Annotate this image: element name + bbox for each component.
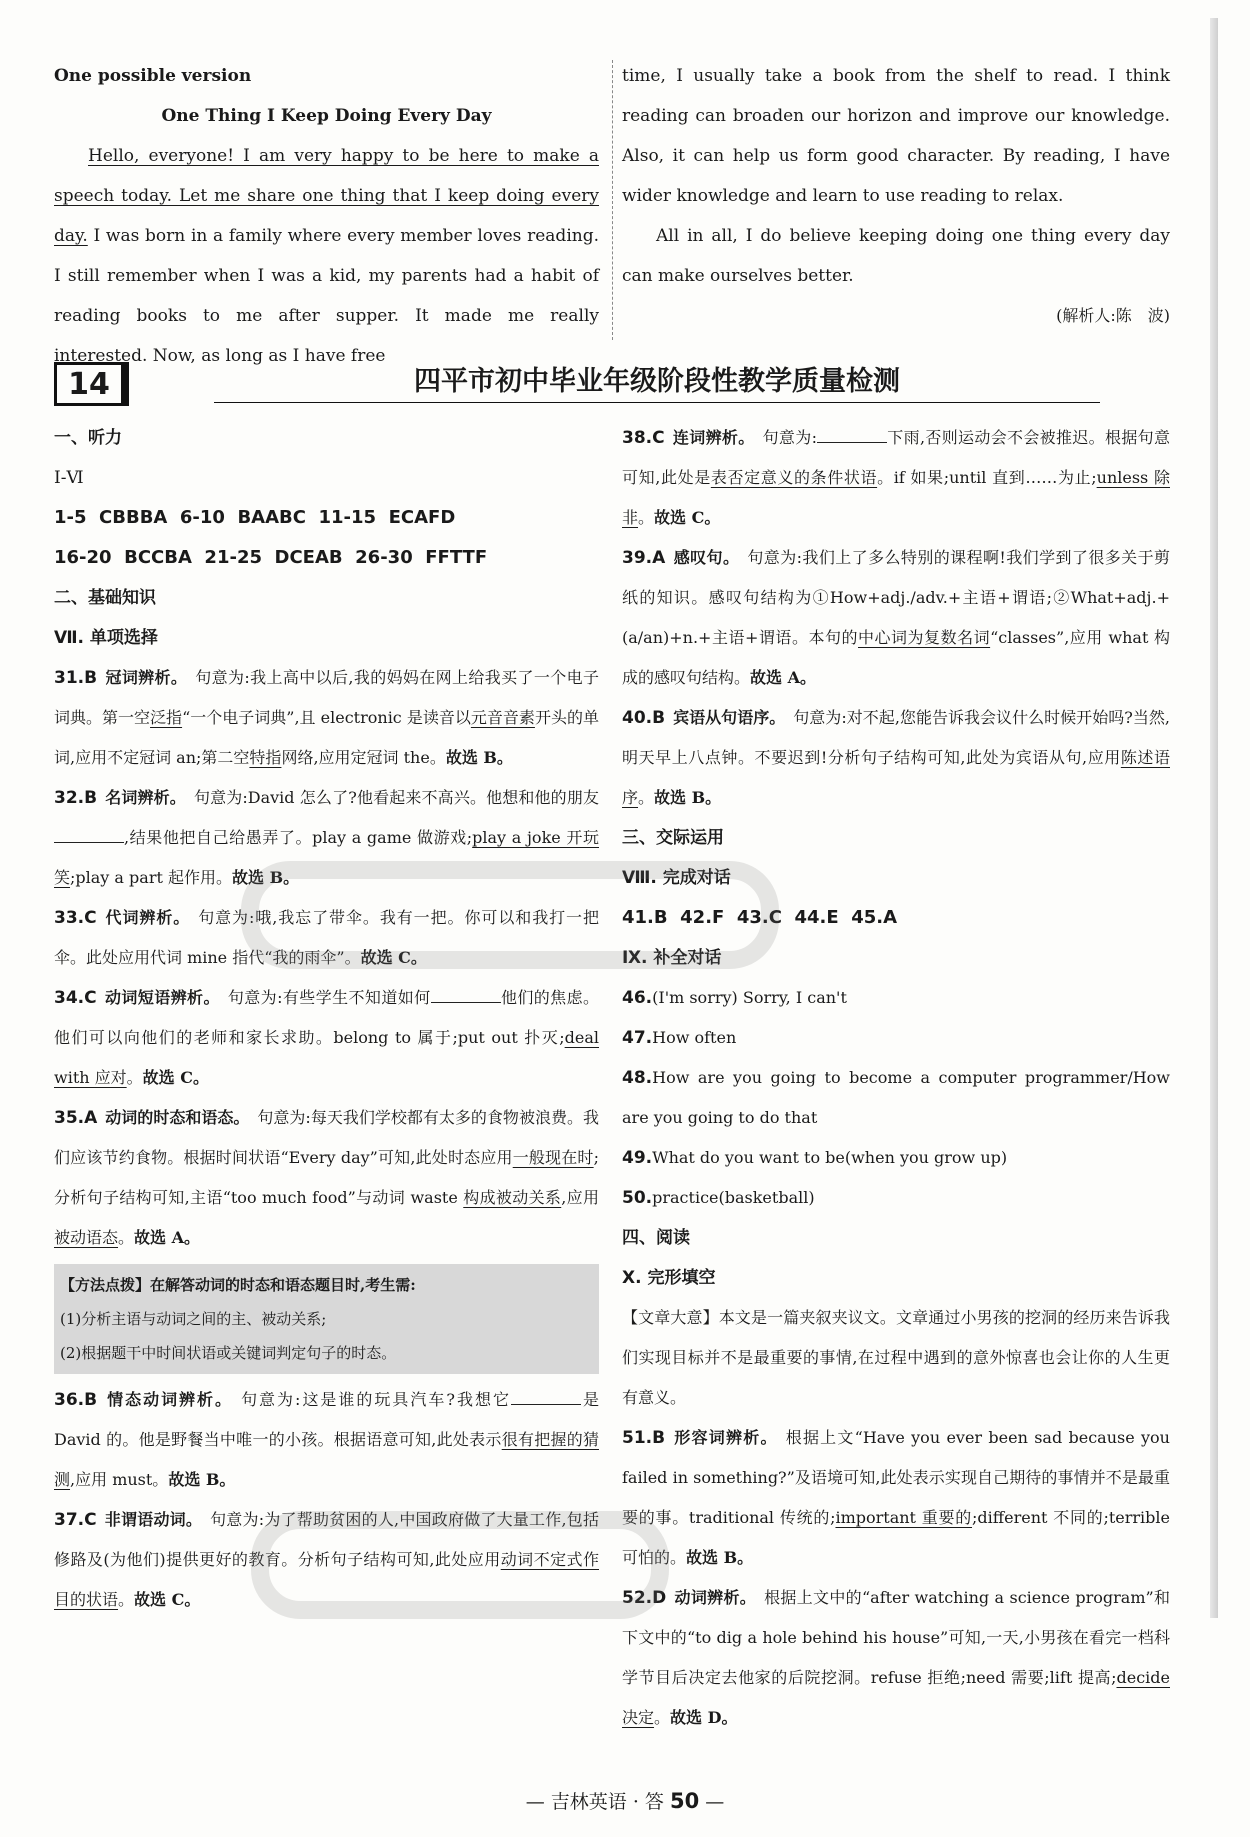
q36-number: 36.B xyxy=(54,1390,98,1410)
q36-text-c: ,应用 must。 xyxy=(70,1470,169,1489)
explanation-31 xyxy=(54,658,599,778)
q35-underline-1: 一般现在时 xyxy=(512,1148,594,1167)
q34-answer: 故选 C。 xyxy=(142,1068,209,1087)
q38-tag: 连词辨析。 xyxy=(672,428,755,447)
answers-41-45: 41.B 42.F 43.C 44.E 45.A xyxy=(622,907,898,928)
answer-48 xyxy=(622,1058,1170,1138)
q32-underline-1: play a joke 开玩笑 xyxy=(54,828,599,887)
q33-text-a: 句意为:哦,我忘了带伞。我有一把。你可以和我打一把伞。此处应用代词 mine 指代“我的雨伞”。 xyxy=(54,908,599,967)
q35-text-a: 句意为:每天我们学校都有太多的食物被浪费。我们应该节约食物。根据时间状语“Every day”可知,此处时态应用 xyxy=(54,1108,599,1167)
explanation-35 xyxy=(54,1098,599,1258)
q34-blank xyxy=(431,988,501,1003)
q35-text-c: ,应用 xyxy=(561,1188,599,1207)
q35-text-b: ;分析句子结构可知,主语“too much food”与动词 waste xyxy=(54,1148,599,1207)
q38-underline-1: 表否定意义的条件状语 xyxy=(710,468,878,487)
q38-text-a: 句意为: xyxy=(762,428,817,447)
q31-text-a: 句意为:我上高中以后,我的妈妈在网上给我买了一个电子词典。第一空 xyxy=(54,668,599,727)
q40-number: 40.B xyxy=(622,708,666,728)
q34-number: 34.C xyxy=(54,988,97,1008)
explanation-36 xyxy=(54,1380,599,1500)
q31-text-d: 网络,应用定冠词 the。 xyxy=(281,748,446,767)
q39-text-b: “classes”,应用 what 构成的感叹句结构。 xyxy=(622,628,1170,687)
method-tip-title: 【方法点拨】在解答动词的时态和语态题目时,考生需: xyxy=(60,1276,416,1294)
q38-text-c: 。if 如果;until 直到……为止; xyxy=(877,468,1097,487)
essay-paragraph-1 xyxy=(54,136,599,376)
q51-underline-1: important 重要的 xyxy=(835,1508,973,1527)
q32-tag: 名词辨析。 xyxy=(105,788,186,807)
q40-text-a: 句意为:对不起,您能告诉我会议什么时候开始吗?当然,明天早上八点钟。不要迟到!分析句子结构可知,此处为宾语从句,应用 xyxy=(622,708,1170,767)
q37-text-c: 。 xyxy=(118,1590,135,1609)
q36-underline-1: 很有把握的猜测 xyxy=(54,1430,599,1489)
q35-answer: 故选 A。 xyxy=(134,1228,201,1247)
q39-number: 39.A xyxy=(622,548,666,568)
q51-answer: 故选 B。 xyxy=(686,1548,754,1567)
q52-number: 52.D xyxy=(622,1588,667,1608)
essay-underlined-sentence: Hello, everyone! I am very happy to be here to make a speech today. Let me share one thing that I keep doing every day. xyxy=(54,146,599,246)
a46-text: (I'm sorry) Sorry, I can't xyxy=(652,988,847,1007)
explanation-39 xyxy=(622,538,1170,698)
explanation-38 xyxy=(622,418,1170,538)
page-edge-shadow xyxy=(1210,18,1218,1618)
article-summary: 【文章大意】本文是一篇夹叙夹议文。文章通过小男孩的挖洞的经历来告诉我们实现目标并不是最重要的事情,在过程中遇到的意外惊喜也会让你的人生更有意义。 xyxy=(622,1308,1170,1407)
q31-text-b: “一个电子词典”,且 electronic 是读音以 xyxy=(182,708,471,727)
q34-text-a: 句意为:有些学生不知道如何 xyxy=(227,988,431,1007)
q36-blank xyxy=(511,1390,581,1405)
q36-text-a: 句意为:这是谁的玩具汽车?我想它 xyxy=(241,1390,511,1409)
a48-number: 48. xyxy=(622,1068,653,1088)
section-banner xyxy=(54,362,1100,402)
a47-text: How often xyxy=(652,1028,737,1047)
essay-right-column xyxy=(622,56,1170,336)
q38-blank xyxy=(817,428,887,443)
section-listening-heading: 一、听力 xyxy=(54,428,122,448)
q52-text-a: 根据上文中的“after watching a science program”和下文中的“to dig a hole behind his house”可知,一天,小男孩在看完一档科学节目后决定去他家的后院挖洞。refuse 拒绝;need 需要;lift 提高; xyxy=(622,1588,1170,1687)
q40-text-b: 。 xyxy=(638,788,655,807)
answers-row-2: 16-20 BCCBA 21-25 DCEAB 26-30 FFTTF xyxy=(54,547,488,568)
q38-answer: 故选 C。 xyxy=(654,508,721,527)
a49-text: What do you want to be(when you grow up) xyxy=(652,1148,1008,1167)
q35-tag: 动词的时态和语态。 xyxy=(105,1108,250,1127)
q33-answer: 故选 C。 xyxy=(360,948,427,967)
q31-number: 31.B xyxy=(54,668,98,688)
q34-tag: 动词短语辨析。 xyxy=(104,988,220,1007)
cloze-heading: Ⅹ. 完形填空 xyxy=(622,1268,716,1288)
q31-underline-3: 特指 xyxy=(249,748,282,767)
q38-text-b: 下雨,否则运动会不会被推迟。根据句意可知,此处是 xyxy=(622,428,1170,487)
q34-underline-1: deal with 应对 xyxy=(54,1028,599,1087)
test-number-box: 14 xyxy=(54,362,129,406)
q32-blank xyxy=(54,828,124,843)
q34-text-c: 。 xyxy=(126,1068,143,1087)
q39-tag: 感叹句。 xyxy=(673,548,740,567)
method-tip-line-2: (2)根据题干中时间状语或关键词判定句子的时态。 xyxy=(60,1344,397,1362)
explanation-40 xyxy=(622,698,1170,818)
single-choice-heading: Ⅶ. 单项选择 xyxy=(54,628,158,648)
method-tip-line-1: (1)分析主语与动词之间的主、被动关系; xyxy=(60,1310,327,1328)
q37-underline-1: 动词不定式作目的状语 xyxy=(54,1550,599,1609)
q31-tag: 冠词辨析。 xyxy=(105,668,188,687)
column-divider xyxy=(612,60,613,340)
q51-tag: 形容词辨析。 xyxy=(673,1428,778,1447)
q51-text-b: ;different 不同的;terrible 可怕的。 xyxy=(622,1508,1171,1567)
q40-answer: 故选 B。 xyxy=(654,788,722,807)
explanation-37 xyxy=(54,1500,599,1620)
test-title: 四平市初中毕业年级阶段性教学质量检测 xyxy=(214,362,1100,403)
answers-left-column xyxy=(54,418,599,1620)
q40-underline-1: 陈述语序 xyxy=(622,748,1170,807)
q32-text-a: 句意为:David 怎么了?他看起来不高兴。他想和他的朋友 xyxy=(193,788,599,807)
explanation-51 xyxy=(622,1418,1170,1578)
section-communication-heading: 三、交际运用 xyxy=(622,828,724,848)
essay-label: One possible version xyxy=(54,66,252,86)
q36-answer: 故选 B。 xyxy=(168,1470,236,1489)
q52-answer: 故选 D。 xyxy=(670,1708,738,1727)
q32-text-c: ;play a part 起作用。 xyxy=(70,868,233,887)
q31-text-c: 开头的单词,应用不定冠词 an;第二空 xyxy=(54,708,599,767)
page-footer xyxy=(0,1787,1250,1814)
essay-paragraph-2: All in all, I do believe keeping doing one thing every day can make ourselves better. xyxy=(622,226,1170,286)
q35-text-d: 。 xyxy=(118,1228,135,1247)
explanation-32 xyxy=(54,778,599,898)
footer-prefix: — 吉林英语 · 答 xyxy=(525,1791,670,1813)
q52-text-b: 。 xyxy=(654,1708,671,1727)
essay-paragraph-1-rest: I was born in a family where every member loves reading. I still remember when I was a kid, my parents had a habit of reading books to me after supper. It made me really interested. Now, as long as I have free xyxy=(54,226,599,366)
q38-text-d: 。 xyxy=(638,508,655,527)
q35-underline-3: 被动语态 xyxy=(54,1228,119,1247)
essay-paragraph-1-continued: time, I usually take a book from the shelf to read. I think reading can broaden our horizon and improve our knowledge. Also, it can help us form good character. By reading, I have wider knowledge and learn to use reading to relax. xyxy=(622,66,1170,206)
answer-47 xyxy=(622,1018,1170,1058)
a50-number: 50. xyxy=(622,1188,653,1208)
a49-number: 49. xyxy=(622,1148,653,1168)
a46-number: 46. xyxy=(622,988,653,1008)
q52-underline-1: decide 决定 xyxy=(622,1668,1170,1727)
complete-dialogue-heading: Ⅷ. 完成对话 xyxy=(622,868,731,888)
q31-underline-2: 元音音素 xyxy=(470,708,535,727)
q37-answer: 故选 C。 xyxy=(134,1590,201,1609)
q35-underline-2: 构成被动关系 xyxy=(463,1188,562,1207)
page-number: 50 xyxy=(669,1789,700,1813)
author-credit: (解析人:陈 波) xyxy=(1056,306,1170,325)
a50-text: practice(basketball) xyxy=(652,1188,815,1207)
q33-number: 33.C xyxy=(54,908,97,928)
q37-text-a: 句意为:为了帮助贫困的人,中国政府做了大量工作,包括修路及(为他们)提供更好的教育。分析句子结构可知,此处应用 xyxy=(54,1510,599,1569)
q32-text-b: ,结果他把自己给愚弄了。play a game 做游戏; xyxy=(124,828,473,847)
fill-dialogue-heading: Ⅸ. 补全对话 xyxy=(622,948,722,968)
q36-tag: 情态动词辨析。 xyxy=(105,1390,234,1409)
explanation-34 xyxy=(54,978,599,1098)
essay-left-column xyxy=(54,56,599,376)
answers-row-1: 1-5 CBBBA 6-10 BAABC 11-15 ECAFD xyxy=(54,507,456,528)
essay-title: One Thing I Keep Doing Every Day xyxy=(161,106,492,126)
method-tip-box xyxy=(54,1264,599,1374)
q33-tag: 代词辨析。 xyxy=(104,908,191,927)
answers-right-column xyxy=(622,418,1170,1738)
a47-number: 47. xyxy=(622,1028,653,1048)
section-basics-heading: 二、基础知识 xyxy=(54,588,156,608)
q51-number: 51.B xyxy=(622,1428,666,1448)
q32-number: 32.B xyxy=(54,788,98,808)
q34-text-b: 他们的焦虑。他们可以向他们的老师和家长求助。belong to 属于;put out 扑灭; xyxy=(54,988,599,1047)
q38-number: 38.C xyxy=(622,428,665,448)
q52-tag: 动词辨析。 xyxy=(674,1588,757,1607)
q51-text-a: 根据上文“Have you ever been sad because you failed in something?”及语境可知,此处表示实现自己期待的事情并不是最重要的事。traditional 传统的; xyxy=(622,1428,1170,1527)
answer-49 xyxy=(622,1138,1170,1178)
answer-46 xyxy=(622,978,1170,1018)
explanation-33 xyxy=(54,898,599,978)
a48-text: How are you going to become a computer programmer/How are you going to do that xyxy=(622,1068,1170,1127)
footer-suffix: — xyxy=(699,1791,725,1813)
q39-answer: 故选 A。 xyxy=(750,668,817,687)
q37-tag: 非谓语动词。 xyxy=(104,1510,203,1529)
q31-answer: 故选 B。 xyxy=(445,748,513,767)
q39-text-a: 句意为:我们上了多么特别的课程啊!我们学到了很多关于剪纸的知识。感叹句结构为①How+adj./adv.+主语+谓语;②What+adj.+(a/an)+n.+主语+谓语。本句的 xyxy=(622,548,1170,647)
q38-underline-2: unless 除非 xyxy=(622,468,1170,527)
q37-number: 37.C xyxy=(54,1510,97,1530)
listening-subheading: Ⅰ-Ⅵ xyxy=(54,468,84,488)
q31-underline-1: 泛指 xyxy=(150,708,183,727)
q36-text-b: 是 David 的。他是野餐当中唯一的小孩。根据语意可知,此处表示 xyxy=(54,1390,599,1449)
section-reading-heading: 四、阅读 xyxy=(622,1228,690,1248)
q32-answer: 故选 B。 xyxy=(232,868,300,887)
answer-50 xyxy=(622,1178,1170,1218)
explanation-52 xyxy=(622,1578,1170,1738)
q40-tag: 宾语从句语序。 xyxy=(673,708,786,727)
q39-underline-1: 中心词为复数名词 xyxy=(858,628,991,647)
q35-number: 35.A xyxy=(54,1108,98,1128)
